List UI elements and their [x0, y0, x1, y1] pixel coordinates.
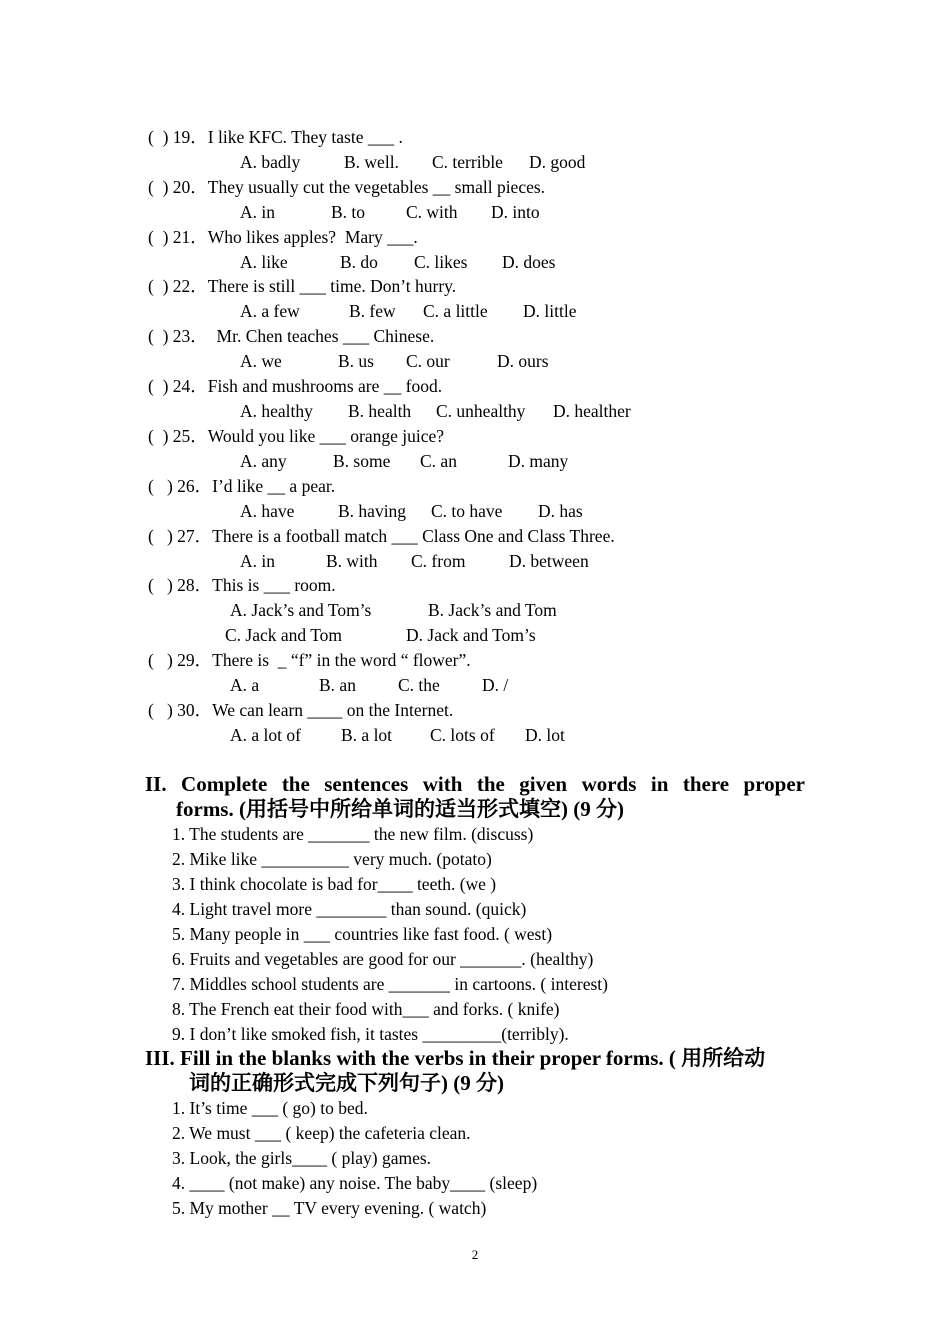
section-2-item: 1. The students are _______ the new film. (discuss): [172, 824, 534, 844]
option: A. in: [240, 202, 275, 222]
option: D. lot: [525, 725, 565, 745]
option: C. to have: [431, 501, 503, 521]
option: D. between: [509, 551, 589, 571]
section-3-item: 3. Look, the girls____ ( play) games.: [172, 1148, 432, 1168]
option: A. any: [240, 451, 287, 471]
option: D. does: [502, 252, 556, 272]
option: B. do: [340, 252, 378, 272]
section-2-item: 7. Middles school students are _______ in cartoons. ( interest): [172, 974, 608, 994]
option: A. like: [240, 252, 288, 272]
option: D. little: [523, 301, 577, 321]
option: A. Jack’s and Tom’s: [230, 600, 372, 620]
option: C. unhealthy: [436, 401, 526, 421]
question-23: ( ) 23． Mr. Chen teaches ___ Chinese.: [148, 326, 435, 346]
question-29: ( ) 29．There is _ “f” in the word “ flower”.: [148, 650, 471, 670]
section-3-item: 5. My mother __ TV every evening. ( watch): [172, 1198, 487, 1218]
question-21: ( ) 21．Who likes apples? Mary ___.: [148, 227, 418, 247]
section-2-item: 8. The French eat their food with___ and forks. ( knife): [172, 999, 560, 1019]
option: C. from: [411, 551, 466, 571]
section-3-item: 4. ____ (not make) any noise. The baby____ (sleep): [172, 1173, 538, 1193]
option: A. healthy: [240, 401, 313, 421]
option: A. a lot of: [230, 725, 301, 745]
section-2-item: 9. I don’t like smoked fish, it tastes _________(terribly).: [172, 1024, 569, 1044]
option: A. badly: [240, 152, 301, 172]
option: D. /: [482, 675, 509, 695]
option: B. health: [348, 401, 412, 421]
option: C. a little: [423, 301, 488, 321]
option: B. well.: [344, 152, 399, 172]
option: A. a few: [240, 301, 300, 321]
option: C. an: [420, 451, 457, 471]
question-20: ( ) 20．They usually cut the vegetables __ small pieces.: [148, 177, 546, 197]
option: A. have: [240, 501, 295, 521]
option: B. some: [333, 451, 391, 471]
option: D. ours: [497, 351, 549, 371]
option: B. Jack’s and Tom: [428, 600, 557, 620]
option: C. the: [398, 675, 440, 695]
option: C. our: [406, 351, 450, 371]
option: C. terrible: [432, 152, 503, 172]
option: D. good: [529, 152, 586, 172]
question-24: ( ) 24．Fish and mushrooms are __ food.: [148, 376, 443, 396]
option: C. Jack and Tom: [225, 625, 343, 645]
page-number: 2: [471, 1247, 479, 1262]
option: B. an: [319, 675, 356, 695]
section-2-item: 2. Mike like __________ very much. (potato): [172, 849, 492, 869]
option: D. into: [491, 202, 540, 222]
section-2-item: 4. Light travel more ________ than sound. (quick): [172, 899, 527, 919]
question-30: ( ) 30．We can learn ____ on the Internet.: [148, 700, 454, 720]
option: A. in: [240, 551, 275, 571]
section-3-heading-cont: 词的正确形式完成下列句子) (9 分): [189, 1071, 504, 1095]
option: B. us: [338, 351, 374, 371]
question-25: ( ) 25．Would you like ___ orange juice?: [148, 426, 445, 446]
question-28: ( ) 28．This is ___ room.: [148, 575, 336, 595]
option: C. likes: [414, 252, 468, 272]
section-3-item: 2. We must ___ ( keep) the cafeteria clean.: [172, 1123, 471, 1143]
section-2-item: 3. I think chocolate is bad for____ teeth. (we ): [172, 874, 497, 894]
option: C. with: [406, 202, 458, 222]
option: D. Jack and Tom’s: [406, 625, 536, 645]
question-22: ( ) 22．There is still ___ time. Don’t hurry.: [148, 276, 457, 296]
section-3-heading: III. Fill in the blanks with the verbs in their proper forms. ( 用所给动: [145, 1046, 766, 1070]
option: D. has: [538, 501, 583, 521]
option: A. we: [240, 351, 282, 371]
section-2-item: 5. Many people in ___ countries like fast food. ( west): [172, 924, 553, 944]
option: C. lots of: [430, 725, 495, 745]
section-3-item: 1. It’s time ___ ( go) to bed.: [172, 1098, 368, 1118]
option: D. many: [508, 451, 569, 471]
section-2-heading: II. Complete the sentences with the given words in there proper: [145, 772, 805, 796]
option: B. with: [326, 551, 378, 571]
option: D. healther: [553, 401, 631, 421]
option: B. few: [349, 301, 396, 321]
option: B. to: [331, 202, 366, 222]
question-19: ( ) 19．I like KFC. They taste ___ .: [148, 127, 403, 147]
section-2-item: 6. Fruits and vegetables are good for our _______. (healthy): [172, 949, 594, 969]
question-26: ( ) 26．I’d like __ a pear.: [148, 476, 336, 496]
option: B. a lot: [341, 725, 393, 745]
section-2-heading-cont: forms. (用括号中所给单词的适当形式填空) (9 分): [176, 797, 624, 821]
option: A. a: [230, 675, 260, 695]
question-27: ( ) 27．There is a football match ___ Class One and Class Three.: [148, 526, 615, 546]
option: B. having: [338, 501, 407, 521]
